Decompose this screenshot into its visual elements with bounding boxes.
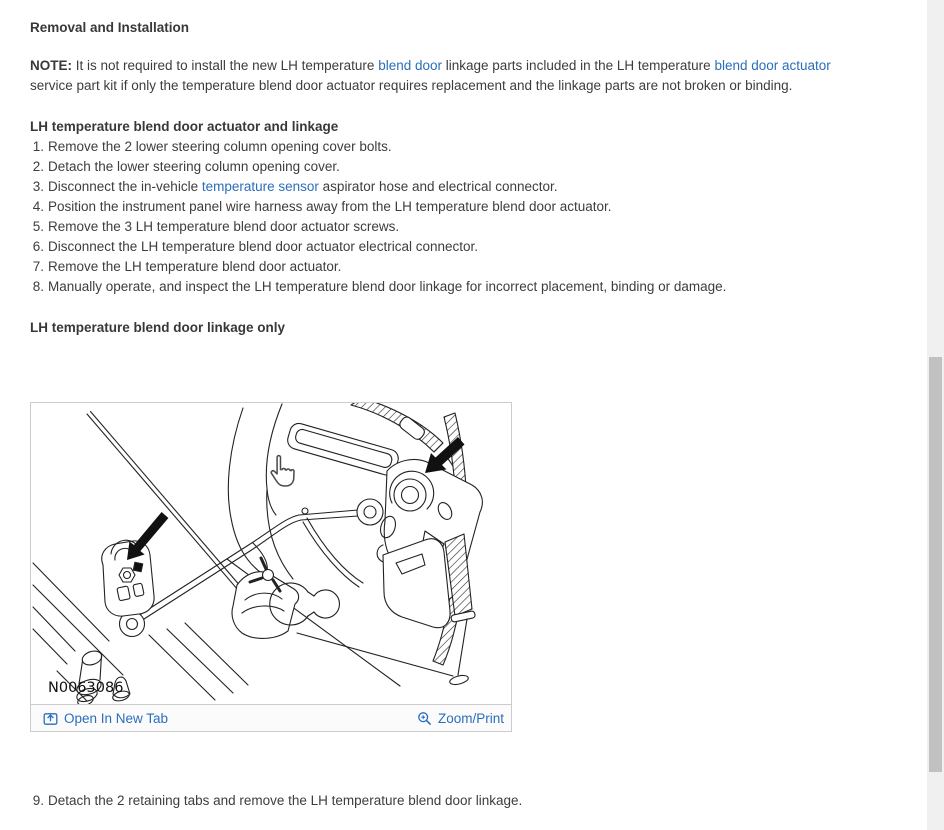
step-number: 1.: [32, 139, 44, 154]
temperature-sensor-link[interactable]: temperature sensor: [201, 179, 319, 194]
note-text-2: linkage parts included in the LH temperature: [445, 58, 711, 73]
section-heading-actuator-and-linkage: LH temperature blend door actuator and linkage: [30, 119, 339, 134]
step-number: 5.: [32, 219, 44, 234]
step-number: 3.: [32, 179, 44, 194]
scrollbar-track[interactable]: [927, 0, 944, 830]
blend-door-linkage-diagram: [31, 403, 511, 704]
scrollbar-thumb[interactable]: [929, 357, 942, 772]
step-number: 6.: [32, 239, 44, 254]
note-text-1: It is not required to install the new LH temperature: [75, 58, 375, 73]
zoom-print-link[interactable]: [417, 711, 504, 726]
list-item: [30, 237, 910, 257]
figure-number-label: N0063086: [48, 680, 124, 696]
note-paragraph: [30, 56, 910, 96]
step-text: Detach the 2 retaining tabs and remove the LH temperature blend door linkage.: [48, 793, 523, 808]
step-text: Remove the 2 lower steering column opening cover bolts.: [48, 139, 392, 154]
zoom-in-icon: [417, 711, 432, 726]
list-item: [30, 157, 910, 177]
step-text: Manually operate, and inspect the LH temperature blend door linkage for incorrect placement, binding or damage.: [48, 279, 727, 294]
open-in-new-tab-link[interactable]: [43, 711, 168, 726]
open-in-new-tab-label: Open In New Tab: [64, 710, 169, 726]
page-title: Removal and Installation: [30, 20, 190, 35]
blend-door-link[interactable]: blend door: [378, 58, 442, 73]
list-item: [30, 197, 910, 217]
step-text: Position the instrument panel wire harness away from the LH temperature blend door actuator.: [48, 199, 612, 214]
procedure-step-list: [30, 137, 910, 297]
step-text: Remove the 3 LH temperature blend door actuator screws.: [48, 219, 400, 234]
step-text: Detach the lower steering column opening cover.: [48, 159, 340, 174]
step-number: 8.: [32, 279, 44, 294]
blend-door-actuator-link[interactable]: blend door actuator: [714, 58, 831, 73]
list-item: [30, 137, 910, 157]
list-item: [30, 277, 910, 297]
step-number: 7.: [32, 259, 44, 274]
list-item: [30, 257, 910, 277]
list-item: [30, 791, 910, 811]
open-in-new-tab-icon: [43, 711, 58, 726]
step-text: aspirator hose and electrical connector.: [322, 179, 558, 194]
list-item: [30, 217, 910, 237]
step-text: Disconnect the in-vehicle: [48, 179, 199, 194]
step-text: Remove the LH temperature blend door actuator.: [48, 259, 342, 274]
step-number: 9.: [32, 793, 44, 808]
list-item: [30, 177, 910, 197]
step-text: Disconnect the LH temperature blend door actuator electrical connector.: [48, 239, 478, 254]
section-heading-linkage-only: LH temperature blend door linkage only: [30, 320, 286, 335]
step-number: 4.: [32, 199, 44, 214]
figure-panel: [30, 402, 512, 732]
step-number: 2.: [32, 159, 44, 174]
note-text-3: service part kit if only the temperature blend door actuator requires replacement and the linkage parts are not broken or binding.: [30, 78, 793, 93]
figure-toolbar: [31, 704, 511, 731]
figure-image[interactable]: [31, 403, 511, 704]
hand-pointer-cursor-icon: [271, 456, 294, 486]
note-label: NOTE:: [30, 58, 72, 73]
zoom-print-label: Zoom/Print: [437, 710, 504, 726]
